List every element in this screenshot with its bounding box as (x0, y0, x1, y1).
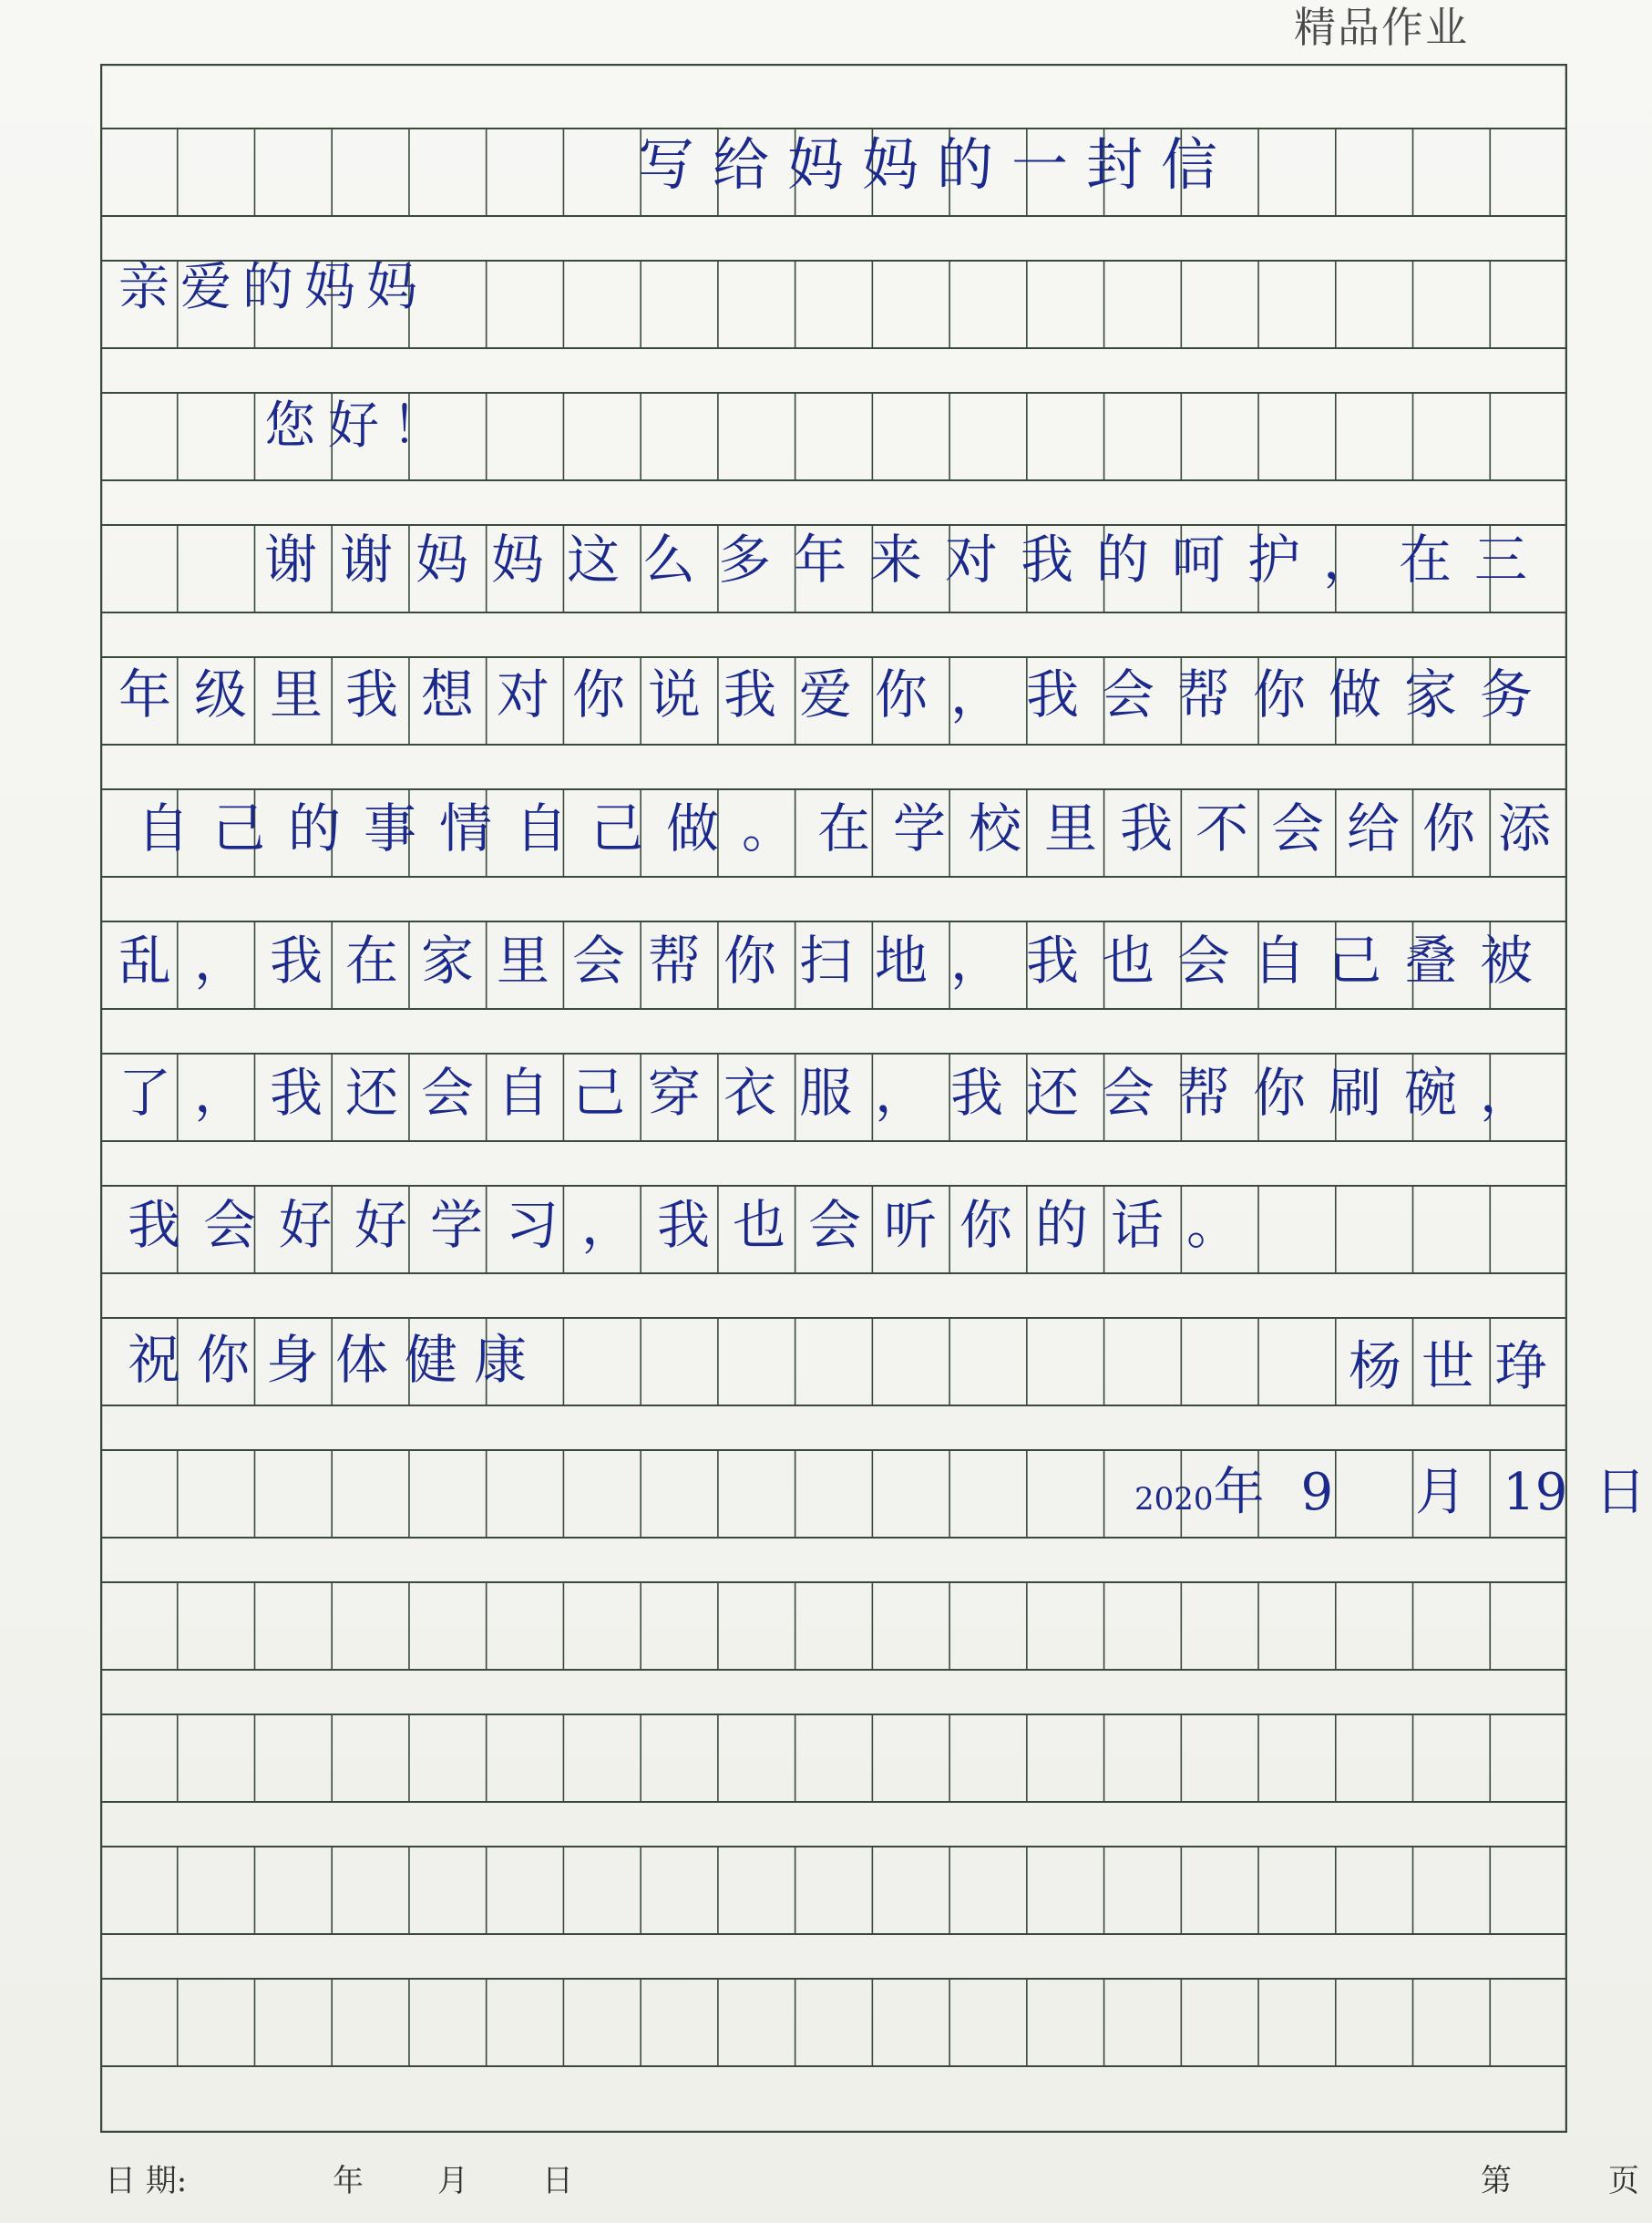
footer-year-label: 年 (333, 2163, 364, 2199)
writing-grid (100, 64, 1647, 2133)
letter-salutation: 亲爱的妈妈 (118, 258, 428, 317)
letter-closing: 祝你身体健康 (128, 1329, 544, 1391)
footer-page-label-1: 第 (1481, 2163, 1512, 2199)
date-year: 2020 (1134, 1481, 1214, 1518)
letter-line: 谢谢妈妈这么多年来对我的呵护，在三 (264, 529, 1551, 591)
footer-date-label: 日 期: (105, 2163, 188, 2199)
date-day-char: 日 (1595, 1463, 1647, 1522)
letter-title: 写给妈妈的一封信 (638, 131, 1236, 198)
letter-line: 我会好好学习，我也会听你的话。 (128, 1194, 1263, 1256)
page-footer (105, 2156, 1652, 2210)
date-month: 9 (1300, 1463, 1334, 1522)
footer-month-label: 月 (437, 2163, 468, 2199)
date-day: 19 (1503, 1463, 1568, 1522)
footer-page-label-2: 页 (1608, 2163, 1639, 2199)
letter-signature: 杨世琤 (1349, 1335, 1568, 1397)
date-year-char: 年 (1213, 1463, 1265, 1522)
footer-day-label: 日 (542, 2163, 573, 2199)
brand-watermark: 精品作业 (1294, 3, 1469, 52)
letter-greeting: 您好！ (264, 396, 456, 456)
date-month-char: 月 (1415, 1463, 1467, 1522)
letter-line: 乱，我在家里会帮你扫地，我也会自己叠被 (118, 930, 1556, 992)
letter-line: 了，我还会自己穿衣服，我还会帮你刷碗， (118, 1062, 1556, 1124)
letter-line: 年级里我想对你说我爱你，我会帮你做家务 (118, 664, 1556, 726)
letter-line: 自己的事情自己做。在学校里我不会给你添 (137, 798, 1575, 859)
letter-date (1134, 1463, 1647, 1522)
